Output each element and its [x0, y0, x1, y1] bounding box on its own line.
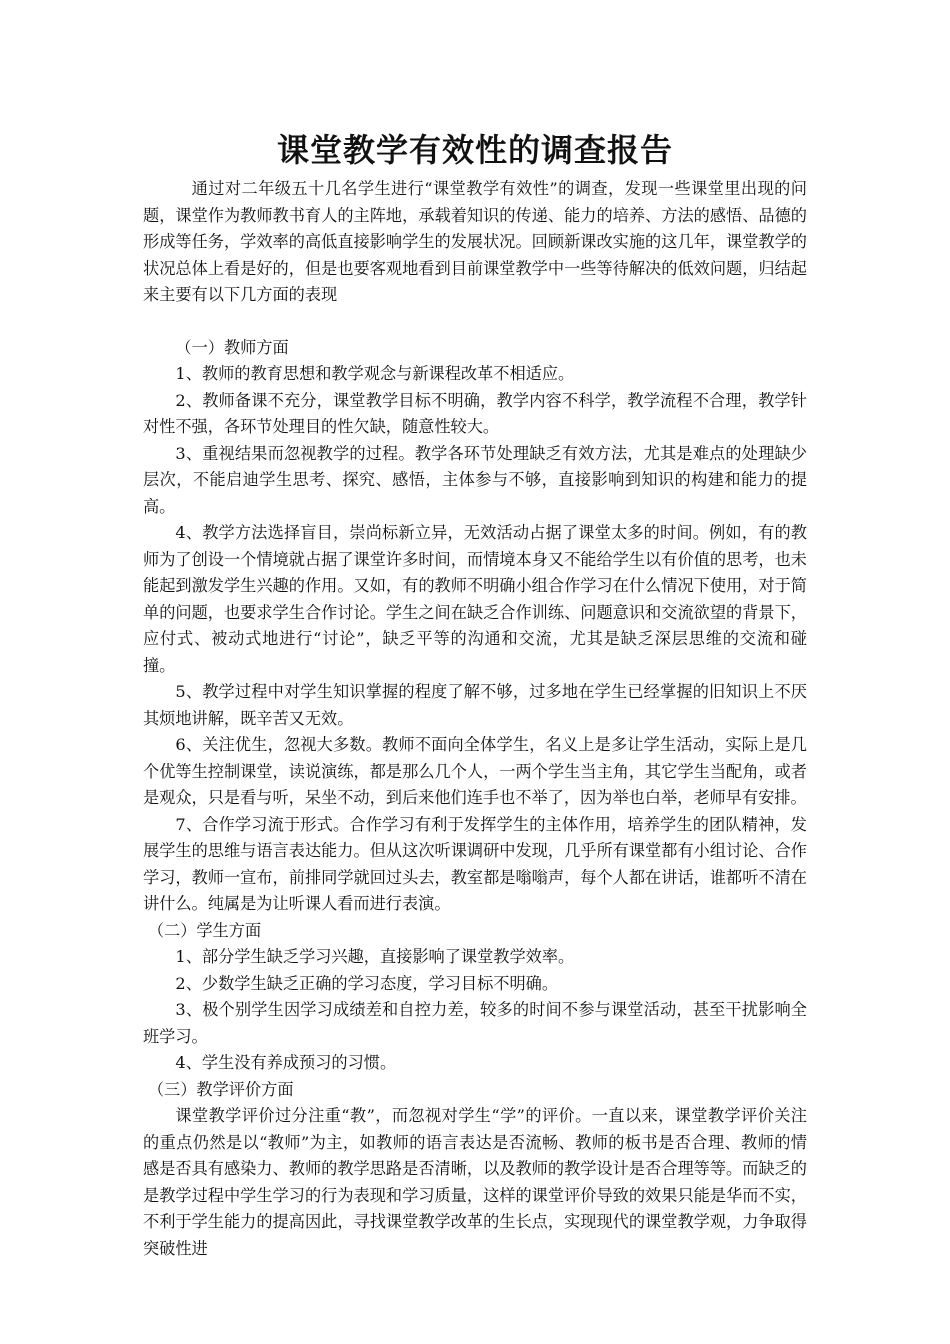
student-item-2: 2、少数学生缺乏正确的学习态度，学习目标不明确。 [175, 973, 559, 993]
student-item-1: 1、部分学生缺乏学习兴趣，直接影响了课堂教学效率。 [175, 947, 575, 966]
section-heading-teachers: （一）教师方面 [175, 337, 289, 357]
document-title: 课堂教学有效性的调查报告 [276, 131, 673, 169]
paragraph-gap [143, 309, 807, 335]
teacher-item-4: 4、教学方法选择盲目，崇尚标新立异，无效活动占据了课堂太多的时间。例如，有的教师为了创设一个情境就占据了课堂许多时间，而情境本身又不能给学生以有价值的思考，也未能起到激发学生兴趣的作用。又如，有的教师不明确小组合作学习在什么情况下使用，对于简单的问题，也要求学生合作讨论。学生之间在缺乏合作训练、问题意识和交流欲望的背景下，应付式、被动式地进行“讨论”，缺乏平等的沟通和交流，尤其是缺乏深层思维的交流和碰撞。 [143, 523, 807, 675]
teacher-item-2: 2、教师备课不充分，课堂教学目标不明确，教学内容不科学，教学流程不合理，教学针对性不强，各环节处理目的性欠缺，随意性较大。 [143, 390, 807, 436]
teacher-item-1: 1、教师的教育思想和教学观念与新课程改革不相适应。 [175, 364, 575, 383]
teacher-item-5: 5、教学过程中对学生知识掌握的程度了解不够，过多地在学生已经掌握的旧知识上不厌其烦地讲解，既辛苦又无效。 [143, 682, 807, 728]
section-heading-evaluation: （三）教学评价方面 [147, 1079, 294, 1099]
document-page [143, 126, 807, 1262]
evaluation-paragraph: 课堂教学评价过分注重“教”，而忽视对学生“学”的评价。一直以来，课堂教学评价关注的重点仍然是以“教师”为主，如教师的语言表达是否流畅、教师的板书是否合理、教师的情感是否具有感染力、教师的教学思路是否清晰，以及教师的教学设计是否合理等等。而缺乏的是教学过程中学生学习的行为表现和学习质量，这样的课堂评价导致的效果只能是华而不实，不利于学生能力的提高因此，寻找课堂教学改革的生长点，实现现代的课堂教学观，力争取得突破性进 [143, 1106, 807, 1258]
teacher-item-7: 7、合作学习流于形式。合作学习有利于发挥学生的主体作用，培养学生的团队精神，发展学生的思维与语言表达能力。但从这次听课调研中发现，几乎所有课堂都有小组讨论、合作学习，教师一宣布，前排同学就回过头去，教室都是嗡嗡声，每个人都在讲话，谁都听不清在讲什么。纯属是为让听课人看而进行表演。 [143, 814, 807, 913]
teacher-item-3: 3、重视结果而忽视教学的过程。教学各环节处理缺乏有效方法，尤其是难点的处理缺少层次，不能启迪学生思考、探究、感悟，主体参与不够，直接影响到知识的构建和能力的提高。 [143, 443, 807, 516]
student-item-3: 3、极个别学生因学习成绩差和自控力差，较多的时间不参与课堂活动，甚至干扰影响全班学习。 [143, 1000, 807, 1046]
teacher-item-6: 6、关注优生，忽视大多数。教师不面向全体学生，名义上是多让学生活动，实际上是几个优等生控制课堂，读说演练，都是那么几个人，一两个学生当主角，其它学生当配角，或者是观众，只是看与听，呆坐不动，到后来他们连手也不举了，因为举也白举，老师早有安排。 [143, 735, 807, 807]
intro-paragraph: 通过对二年级五十几名学生进行“课堂教学有效性”的调查，发现一些课堂里出现的问题，课堂作为教师教书育人的主阵地，承载着知识的传递、能力的培养、方法的感悟、品德的形成等任务，学效率的高低直接影响学生的发展状况。回顾新课改实施的这几年，课堂教学的状况总体上看是好的，但是也要客观地看到目前课堂教学中一些等待解决的低效问题，归结起来主要有以下几方面的表现 [143, 179, 807, 304]
section-heading-students: （二）学生方面 [147, 920, 262, 940]
student-item-4: 4、学生没有养成预习的习惯。 [175, 1053, 397, 1072]
